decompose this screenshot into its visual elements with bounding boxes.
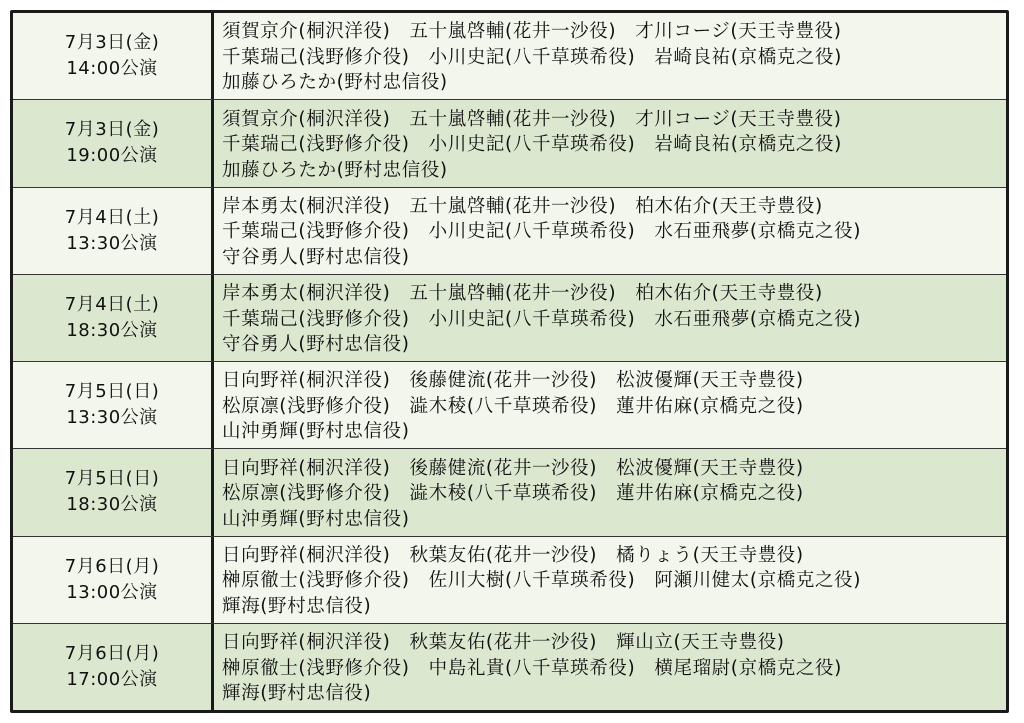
cast-line: 山沖勇輝(野村忠信役): [222, 508, 410, 530]
performance-date-cell: [13, 624, 214, 710]
cast-line: 日向野祥(桐沢洋役) 秋葉友佑(花井一沙役) 輝山立(天王寺豊役): [222, 632, 785, 654]
cast-line: 榊原徹士(浅野修介役) 佐川大樹(八千草瑛希役) 阿瀬川健太(京橋克之役): [222, 570, 862, 592]
cast-line: 守谷勇人(野村忠信役): [222, 246, 410, 268]
performance-time: 13:00公演: [66, 581, 158, 603]
cast-cell: [214, 13, 1006, 99]
cast-cell: [214, 362, 1006, 448]
performance-date: 7月3日(金): [64, 119, 160, 141]
table-row: [13, 274, 1006, 361]
table-row: [13, 99, 1006, 186]
table-row: [13, 13, 1006, 99]
cast-cell: [214, 624, 1006, 710]
table-row: [13, 187, 1006, 274]
cast-cell: [214, 188, 1006, 274]
cast-cell: [214, 275, 1006, 361]
cast-cell: [214, 537, 1006, 623]
performance-time: 18:30公演: [66, 319, 158, 341]
performance-date-cell: [13, 362, 214, 448]
performance-date-cell: [13, 449, 214, 535]
table-row: [13, 361, 1006, 448]
cast-line: 日向野祥(桐沢洋役) 後藤健流(花井一沙役) 松波優輝(天王寺豊役): [222, 370, 804, 392]
cast-line: 榊原徹士(浅野修介役) 中島礼貴(八千草瑛希役) 横尾瑠尉(京橋克之役): [222, 657, 842, 679]
cast-line: 千葉瑞己(浅野修介役) 小川史記(八千草瑛希役) 水石亜飛夢(京橋克之役): [222, 308, 862, 330]
performance-date: 7月6日(月): [64, 555, 160, 577]
performance-time: 14:00公演: [66, 58, 158, 80]
performance-date: 7月5日(日): [64, 468, 160, 490]
cast-line: 加藤ひろたか(野村忠信役): [222, 159, 448, 181]
cast-line: 守谷勇人(野村忠信役): [222, 334, 410, 356]
table-row: [13, 536, 1006, 623]
performance-date: 7月5日(日): [64, 381, 160, 403]
performance-date: 7月6日(月): [64, 642, 160, 664]
performance-date: 7月4日(土): [64, 206, 160, 228]
performance-date-cell: [13, 13, 214, 99]
cast-line: 岸本勇太(桐沢洋役) 五十嵐啓輔(花井一沙役) 柏木佑介(天王寺豊役): [222, 195, 823, 217]
table-row: [13, 448, 1006, 535]
cast-line: 岸本勇太(桐沢洋役) 五十嵐啓輔(花井一沙役) 柏木佑介(天王寺豊役): [222, 283, 823, 305]
performance-date: 7月3日(金): [64, 32, 160, 54]
cast-line: 山沖勇輝(野村忠信役): [222, 421, 410, 443]
performance-time: 18:30公演: [66, 494, 158, 516]
cast-cell: [214, 100, 1006, 186]
cast-cell: [214, 449, 1006, 535]
cast-line: 千葉瑞己(浅野修介役) 小川史記(八千草瑛希役) 岩崎良祐(京橋克之役): [222, 46, 842, 68]
performance-date-cell: [13, 275, 214, 361]
cast-line: 須賀京介(桐沢洋役) 五十嵐啓輔(花井一沙役) 才川コージ(天王寺豊役): [222, 108, 842, 130]
cast-line: 須賀京介(桐沢洋役) 五十嵐啓輔(花井一沙役) 才川コージ(天王寺豊役): [222, 21, 842, 43]
cast-line: 千葉瑞己(浅野修介役) 小川史記(八千草瑛希役) 岩崎良祐(京橋克之役): [222, 134, 842, 156]
cast-line: 加藤ひろたか(野村忠信役): [222, 72, 448, 94]
performance-date-cell: [13, 100, 214, 186]
performance-time: 19:00公演: [66, 145, 158, 167]
performance-date-cell: [13, 537, 214, 623]
cast-line: 松原凛(浅野修介役) 澁木稜(八千草瑛希役) 蓮井佑麻(京橋克之役): [222, 483, 804, 505]
cast-schedule-table: [10, 10, 1009, 713]
performance-time: 17:00公演: [66, 668, 158, 690]
cast-line: 千葉瑞己(浅野修介役) 小川史記(八千草瑛希役) 水石亜飛夢(京橋克之役): [222, 221, 862, 243]
performance-date: 7月4日(土): [64, 293, 160, 315]
performance-time: 13:30公演: [66, 232, 158, 254]
cast-line: 松原凛(浅野修介役) 澁木稜(八千草瑛希役) 蓮井佑麻(京橋克之役): [222, 395, 804, 417]
table-row: [13, 623, 1006, 710]
cast-line: 輝海(野村忠信役): [222, 683, 372, 705]
performance-date-cell: [13, 188, 214, 274]
cast-line: 日向野祥(桐沢洋役) 後藤健流(花井一沙役) 松波優輝(天王寺豊役): [222, 457, 804, 479]
cast-line: 日向野祥(桐沢洋役) 秋葉友佑(花井一沙役) 橘りょう(天王寺豊役): [222, 544, 804, 566]
cast-line: 輝海(野村忠信役): [222, 595, 372, 617]
performance-time: 13:30公演: [66, 407, 158, 429]
